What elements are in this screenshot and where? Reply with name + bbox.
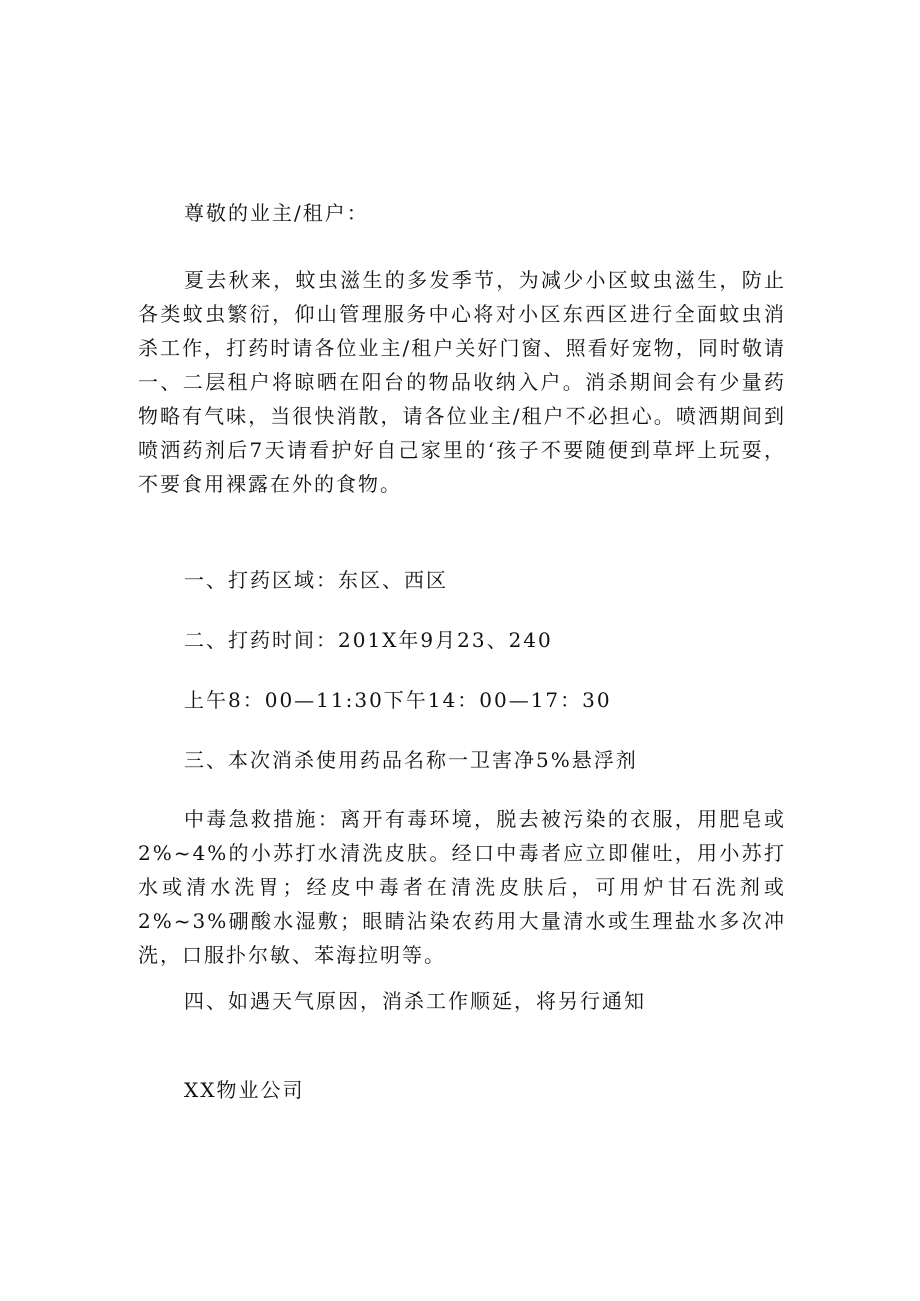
postpone-notice-item: 四、如遇天气原因，消杀工作顺延，将另行通知 — [184, 989, 646, 1013]
spray-area-item: 一、打药区域：东区、西区 — [184, 568, 448, 592]
first-aid-paragraph: 中毒急救措施：离开有毒环境，脱去被污染的衣服，用肥皂或2%~4%的小苏打水清洗皮肤。经口中毒者应立即催吐，用小苏打水或清水洗胃；经皮中毒者在清洗皮肤后，可用炉甘石洗剂或2%~3%硼酸水湿敷；眼睛沾染农药用大量清水或生理盐水多次冲洗，口服扑尔敏、苯海拉明等。 — [138, 807, 786, 967]
company-signature: XX物业公司 — [184, 1078, 305, 1102]
spray-time-line: 上午8：00—11:30下午14：00—17：30 — [184, 688, 612, 712]
notice-body-paragraph: 夏去秋来，蚊虫滋生的多发季节，为减少小区蚊虫滋生，防止各类蚊虫繁衍，仰山管理服务中心将对小区东西区进行全面蚊虫消杀工作，打药时请各位业主/租户关好门窗、照看好宠物，同时敬请一、二层租户将晾晒在阳台的物品收纳入户。消杀期间会有少量药物略有气味，当很快消散，请各位业主/租户不必担心。喷洒期间到喷洒药剂后7天请看护好自己家里的‘孩子不要随便到草坪上玩耍，不要食用裸露在外的食物。 — [138, 268, 786, 496]
pesticide-name-item: 三、本次消杀使用药品名称一卫害净5%悬浮剂 — [184, 748, 638, 772]
salutation: 尊敬的业主/租户： — [184, 201, 369, 225]
spray-date-item: 二、打药时间：201X年9月23、240 — [184, 628, 553, 652]
